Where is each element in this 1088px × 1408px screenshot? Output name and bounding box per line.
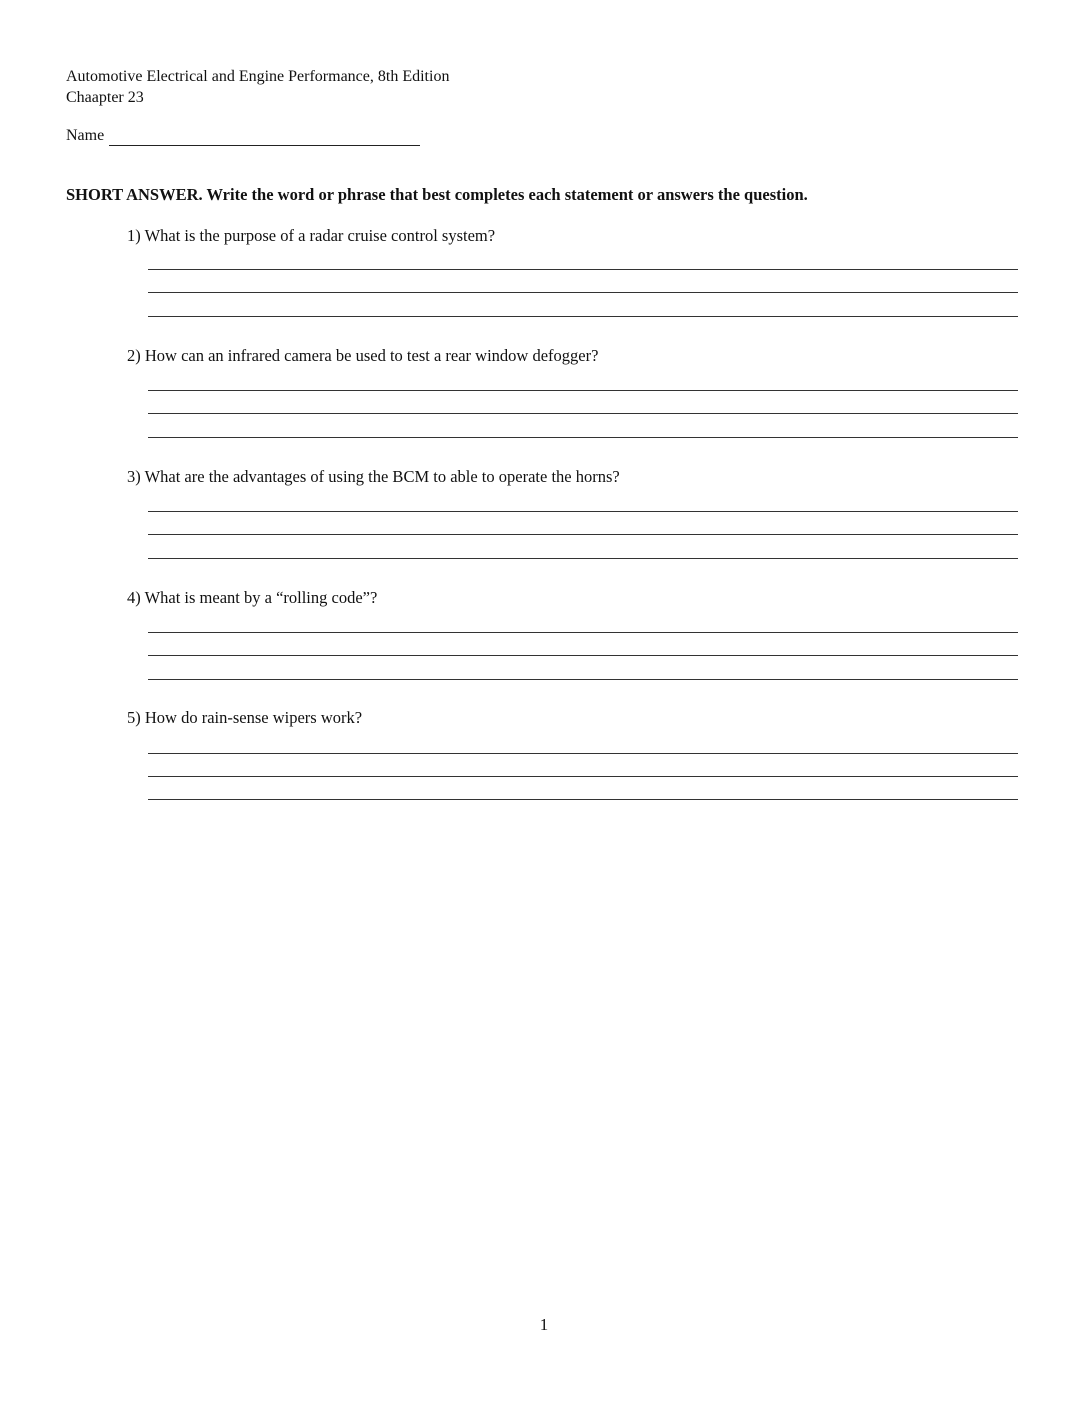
answer-line[interactable] (148, 558, 1018, 559)
answer-line[interactable] (148, 534, 1018, 535)
question-3: 3) What are the advantages of using the BCM to able to operate the horns? (127, 467, 620, 486)
answer-line[interactable] (148, 632, 1018, 633)
answer-line[interactable] (148, 753, 1018, 754)
answer-line[interactable] (148, 413, 1018, 414)
page-number: 1 (539, 1315, 549, 1334)
answer-line[interactable] (148, 269, 1018, 270)
answer-line[interactable] (148, 316, 1018, 317)
question-5: 5) How do rain-sense wipers work? (127, 708, 363, 727)
answer-line[interactable] (148, 390, 1018, 391)
answer-line[interactable] (148, 511, 1018, 512)
answer-line[interactable] (148, 437, 1018, 438)
answer-line[interactable] (148, 655, 1018, 656)
chapter-label: Chaapter 23 (66, 89, 144, 106)
name-label: Name (66, 127, 105, 144)
name-field[interactable] (109, 145, 420, 146)
question-2: 2) How can an infrared camera be used to test a rear window defogger? (127, 346, 599, 365)
answer-line[interactable] (148, 799, 1018, 800)
question-4: 4) What is meant by a “rolling code”? (127, 588, 378, 607)
answer-line[interactable] (148, 679, 1018, 680)
section-instructions: SHORT ANSWER. Write the word or phrase that best completes each statement or answers the question. (66, 185, 808, 204)
question-1: 1) What is the purpose of a radar cruise control system? (127, 226, 496, 245)
answer-line[interactable] (148, 776, 1018, 777)
answer-line[interactable] (148, 292, 1018, 293)
book-title: Automotive Electrical and Engine Performance, 8th Edition (66, 68, 450, 85)
